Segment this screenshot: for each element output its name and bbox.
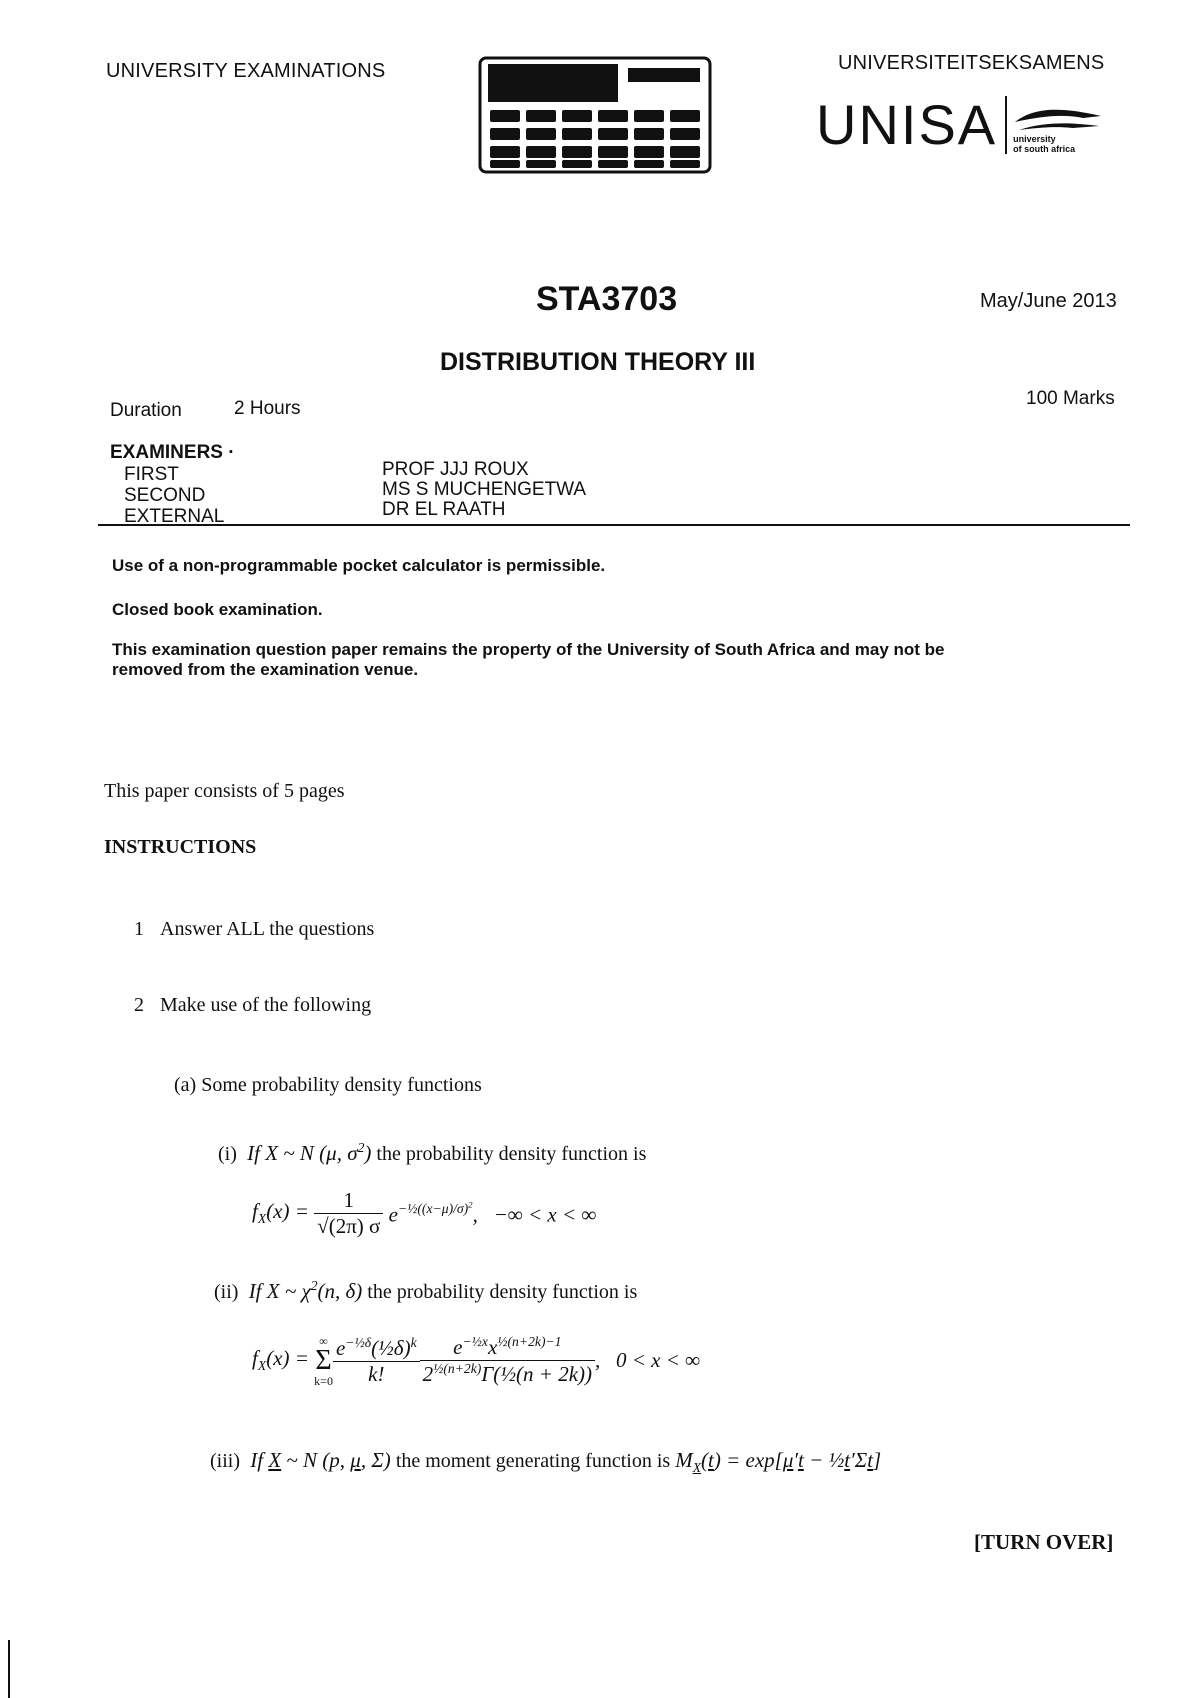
item-ii-label: (ii) bbox=[214, 1281, 239, 1303]
header-left: UNIVERSITY EXAMINATIONS bbox=[106, 60, 386, 82]
item-iii bbox=[210, 1448, 881, 1476]
exam-date: May/June 2013 bbox=[980, 290, 1117, 312]
notice-calculator: Use of a non-programmable pocket calculator is permissible. bbox=[112, 556, 606, 575]
examiner-role: EXTERNAL bbox=[124, 506, 225, 527]
formula-normal-pdf: $f_X(x)$ = $\frac{1}{√(2\pi) \sigma}$ $e^{-\frac{1}{2}((x-\mu)/\sigma)^2}$, −∞ < x < ∞ bbox=[252, 1188, 597, 1238]
formula-noncentral-chisq-pdf: $f_X(x)$ = ∞ Σ k=0 $\frac{e^{-\frac{1}{2}\delta}(\frac{1}{2}\delta)^k}{k!}$ $\frac{e^{-\frac{1}{2}x}x^{\frac{1}{2}(n+2k)-1}}{2^{\frac{1}{2}(n+2k)}\Gamma(\frac{1}{2}(n + 2k))}$ , 0 < x < ∞ bbox=[252, 1333, 701, 1388]
examiner-role: SECOND bbox=[124, 485, 206, 506]
sub-a-heading: (a) Some probability density functions bbox=[174, 1074, 482, 1096]
item-i-label: (i) bbox=[218, 1143, 237, 1165]
duration-label: Duration bbox=[110, 400, 182, 421]
total-marks: 100 Marks bbox=[1026, 388, 1115, 409]
course-code: STA3703 bbox=[536, 280, 678, 318]
examiner-role: FIRST bbox=[124, 464, 179, 485]
header-right: UNIVERSITEITSEKSAMENS bbox=[838, 52, 1105, 74]
item-iii-condition: If X ~ N (p, μ, Σ) bbox=[245, 1448, 391, 1472]
notice-property-line2: removed from the examination venue. bbox=[112, 660, 419, 679]
item-ii-condition: If X ~ $\chi^2(n$, δ) bbox=[243, 1278, 363, 1303]
logo-wordmark: UNISA bbox=[816, 93, 998, 156]
item-i-condition: If X ~ N (μ, $\sigma^2$) bbox=[241, 1140, 372, 1165]
item-i bbox=[218, 1140, 646, 1166]
instructions-heading: INSTRUCTIONS bbox=[104, 836, 257, 858]
formula-mvn-mgf: $M_X(t) = \exp[\mu't$ − ½t′Σt] bbox=[675, 1448, 882, 1476]
examiner-name: PROF JJJ ROUX bbox=[382, 459, 529, 480]
examiner-roles bbox=[124, 464, 224, 527]
examiner-name: DR EL RAATH bbox=[382, 499, 506, 520]
examiner-name: MS S MUCHENGETWA bbox=[382, 479, 587, 500]
header-divider bbox=[98, 524, 1130, 526]
logo-emblem-icon bbox=[1013, 104, 1103, 134]
logo-sub-university: university bbox=[1013, 133, 1056, 144]
item-iii-label: (iii) bbox=[210, 1450, 240, 1472]
notice-property-line1: This examination question paper remains the property of the University of South Africa and may not be bbox=[112, 640, 945, 659]
examiners-heading: EXAMINERS · bbox=[110, 442, 235, 463]
instruction-1-text: Answer ALL the questions bbox=[160, 918, 375, 940]
item-iii-text: the moment generating function is bbox=[395, 1450, 671, 1472]
turn-over: [TURN OVER] bbox=[974, 1530, 1114, 1554]
course-title: DISTRIBUTION THEORY III bbox=[440, 348, 756, 376]
instruction-1-number: 1 bbox=[134, 918, 144, 940]
logo-divider bbox=[1005, 96, 1007, 154]
instruction-2-number: 2 bbox=[134, 994, 144, 1016]
margin-mark bbox=[8, 1640, 10, 1698]
notice-closed-book: Closed book examination. bbox=[112, 600, 323, 619]
logo-sub-africa: of south africa bbox=[1013, 143, 1076, 154]
item-ii bbox=[214, 1278, 637, 1304]
item-ii-text: the probability density function is bbox=[367, 1281, 638, 1303]
logo-emblem bbox=[1013, 96, 1103, 154]
item-i-text: the probability density function is bbox=[376, 1143, 647, 1165]
unisa-logo bbox=[816, 92, 1103, 157]
examiner-names bbox=[382, 460, 586, 520]
duration-value: 2 Hours bbox=[234, 398, 301, 419]
calculator-icon bbox=[478, 56, 712, 174]
pages-note: This paper consists of 5 pages bbox=[104, 780, 345, 802]
instruction-2-text: Make use of the following bbox=[160, 994, 372, 1016]
